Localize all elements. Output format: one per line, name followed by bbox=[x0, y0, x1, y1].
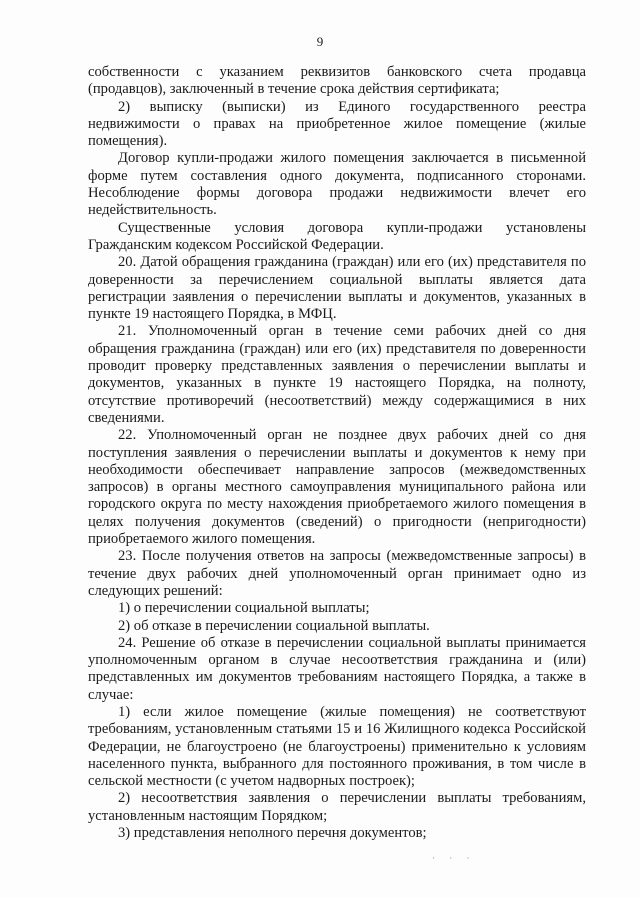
paragraph-clause-24: 24. Решение об отказе в перечислении социальной выплаты принимается уполномоченным органом в случае несоответствия гражданина и (или) представленных им документов требованиям настоящего Порядка, а также в случае: bbox=[88, 634, 586, 703]
paragraph-essential-terms: Существенные условия договора купли-продажи установлены Гражданским кодексом Российской Федерации. bbox=[88, 219, 586, 253]
paragraph-clause-20: 20. Датой обращения гражданина (граждан) или его (их) представителя по доверенности за перечислением социальной выплаты является дата регистрации заявления о перечислении выплаты и документов, указанных в пункте 19 настоящего Порядка, в МФЦ. bbox=[88, 254, 586, 323]
paragraph-clause-23: 23. После получения ответов на запросы (межведомственные запросы) в течение двух рабочих дней уполномоченный орган принимает одно из следующих решений: bbox=[88, 548, 586, 599]
paragraph-item-2-extract: 2) выписку (выписки) из Единого государственного реестра недвижимости о правах на приобретенное жилое помещение (жилые помещения). bbox=[88, 98, 586, 150]
paragraph-refusal-1: 1) если жилое помещение (жилые помещения) не соответствуют требованиям, установленным статьями 15 и 16 Жилищного кодекса Российской Федерации, не благоустроено (не благоустроены) применительно к условиям населенного пункта, выбранного для постоянного проживания, в том числе в сельской местности (с учетом надворных построек); bbox=[88, 703, 586, 790]
paragraph-contract-continuation: собственности с указанием реквизитов банковского счета продавца (продавцов), заключенный в течение срока действия сертификата; bbox=[88, 64, 586, 98]
paragraph-clause-21: 21. Уполномоченный орган в течение семи рабочих дней со дня обращения гражданина (граждан) или его (их) представителя по доверенности проводит проверку представленных заявления о перечислении выплаты и документов, указанных в пункте 19 настоящего Порядка, на полноту, отсутствие противоречий (несоответствий) между содержащимися в них сведениями. bbox=[88, 323, 586, 426]
paragraph-refusal-2: 2) несоответствия заявления о перечислении выплаты требованиям, установленным настоящим Порядком; bbox=[88, 790, 586, 824]
paragraph-decision-1: 1) о перечислении социальной выплаты; bbox=[118, 600, 370, 617]
paragraph-contract-form: Договор купли-продажи жилого помещения заключается в письменной форме путем составления одного документа, подписанного сторонами. Несоблюдение формы договора продажи недвижимости влечет его недействительность. bbox=[88, 150, 586, 219]
paragraph-decision-2: 2) об отказе в перечислении социальной выплаты. bbox=[118, 617, 430, 634]
paragraph-clause-22: 22. Уполномоченный орган не позднее двух рабочих дней со дня поступления заявления о перечислении выплаты и документов к нему при необходимости обеспечивает направление запросов (межведомственных запросов) в органы местного самоуправления муниципального района или городского округа по месту нахождения приобретаемого жилого помещения в целях получения документов (сведений) о пригодности (непригодности) приобретаемого жилого помещения. bbox=[88, 427, 586, 548]
paragraph-refusal-3: 3) представления неполного перечня документов; bbox=[118, 825, 427, 842]
document-body bbox=[88, 64, 586, 842]
page-number: 9 bbox=[316, 34, 324, 49]
scan-specks: · · · bbox=[432, 853, 476, 863]
